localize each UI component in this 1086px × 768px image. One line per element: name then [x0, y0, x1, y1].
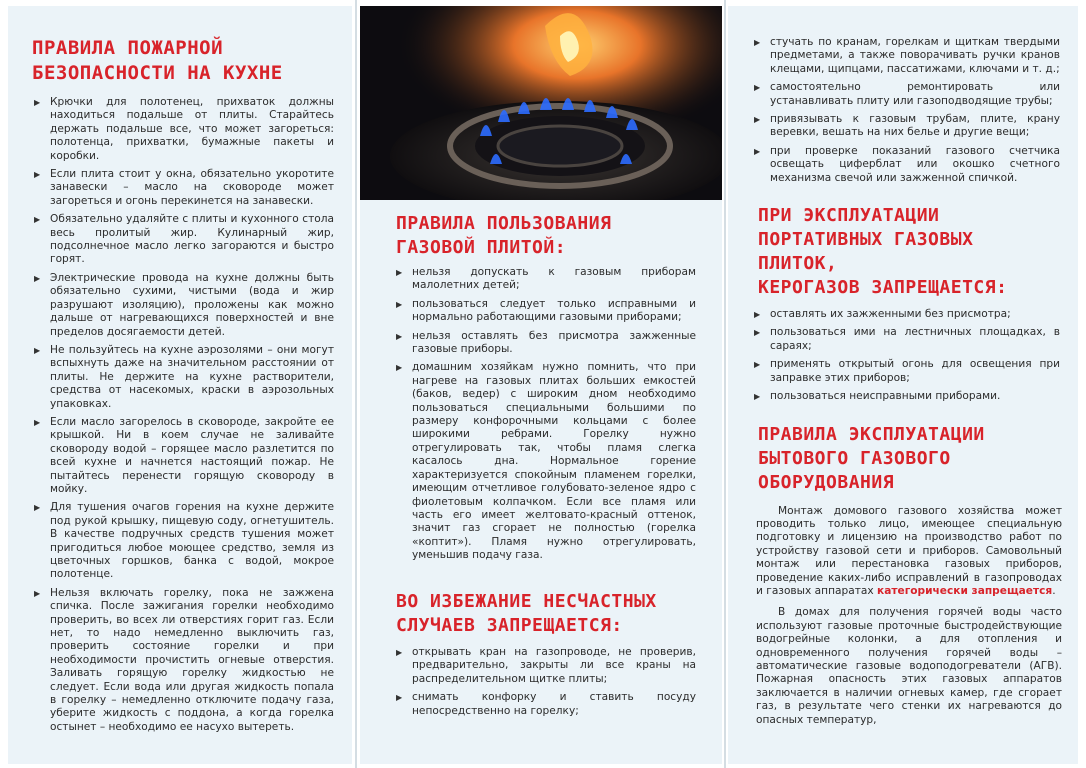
gas-stove-rules-title: ПРАВИЛА ПОЛЬЗОВАНИЯ ГАЗОВОЙ ПЛИТОЙ:: [396, 213, 612, 258]
panel-kitchen-fire-safety: [8, 6, 352, 764]
portable-stoves-list: [728, 300, 1078, 403]
list-item: ▶ при проверке показаний газового счетчика освещать циферблат или окошко счетного механизма свечой или зажженной спичкой.: [754, 145, 1060, 185]
list-item: ▶ Нельзя включать горелку, пока не зажжена спичка. После зажигания горелки необходимо проверить, во всех ли отверстиях горит газ. Если нет, то надо немедленно выключить газ, проверить состояние горелки и при необходимости прочистить огневые отверстия. Заливать горящую горелку жидкостью не следует. Если вода или другая жидкость попала в горелку – немедленно отключите подачу газа, уберите жидкость с поддона, а когда горелка остынет – необходимо ее насухо вытереть.: [34, 587, 334, 734]
list-item: ▶ пользоваться ими на лестничных площадках, в сараях;: [754, 326, 1060, 353]
gas-equipment-title: ПРАВИЛА ЭКСПЛУАТАЦИИ БЫТОВОГО ГАЗОВОГО ОБОРУДОВАНИЯ: [758, 423, 985, 493]
list-item: ▶ Обязательно удаляйте с плиты и кухонного стола весь пролитый жир. Кулинарный жир, подсолнечное масло легко загораются и быстро горят.: [34, 213, 334, 267]
list-item: ▶ снимать конфорку и ставить посуду непосредственно на горелку;: [396, 691, 696, 718]
list-item: ▶ стучать по кранам, горелкам и щиткам твердыми предметами, а также поворачивать ручки кранов клещами, щипцами, пассатижами, ключами и т. д.;: [754, 36, 1060, 76]
water-heaters-paragraph: В домах для получения горячей воды часто используют газовые проточные быстродействующие водогрейные колонки, а для отопления и одновременного получения горячей воды – автоматические газовые водоподогреватели (АГВ). Пожарная опасность этих газовых аппаратов заключается в наличии огневых камер, где сгорает газ, в результате чего стенки их нагреваются до опасных температур,: [756, 606, 1062, 726]
prohibited-emphasis: категорически запрещается: [877, 584, 1053, 597]
list-item: ▶ пользоваться следует только исправными и нормально работающими газовыми приборами;: [396, 298, 696, 325]
fold-line-right: [724, 0, 726, 768]
panel-gas-equipment: [728, 6, 1078, 764]
list-item: ▶ оставлять их зажженными без присмотра;: [754, 308, 1060, 321]
list-item: ▶ самостоятельно ремонтировать или устанавливать плиту или газоподводящие трубы;: [754, 81, 1060, 108]
list-item: ▶ Крючки для полотенец, прихваток должны находиться подальше от плиты. Старайтесь держать подальше все, что может загореться: полотенца, прихватки, бумажные пакеты и коробки.: [34, 96, 334, 163]
list-item: ▶ нельзя допускать к газовым приборам малолетних детей;: [396, 266, 696, 293]
list-item: ▶ применять открытый огонь для освещения при заправке этих приборов;: [754, 358, 1060, 385]
list-item: ▶ Электрические провода на кухне должны быть обязательно сухими, чистыми (вода и жир разрушают изоляцию), проложены как можно дальше от нагревающихся поверхностей и вне пределов досягаемости детей.: [34, 272, 334, 339]
list-item: ▶ домашним хозяйкам нужно помнить, что при нагреве на газовых плитах больших емкостей (баков, ведер) с широким дном необходимо пользоваться специальными большими по размеру конфорочными кольцами с более широкими ребрами. Горелку нужно отрегулировать так, чтобы пламя слегка касалось дна. Нормальное горение характеризуется спокойным пламенем горелки, имеющим отчетливое голубовато-зеленое ядро с фиолетовым колпачком. Если все пламя или часть его имеет желтовато-красный оттенок, значит газ сгорает не полностью (горелка «коптит»). Пламя нужно отрегулировать, уменьшив подачу газа.: [396, 361, 696, 562]
kitchen-fire-safety-list: [8, 86, 352, 734]
list-item: ▶ Не пользуйтесь на кухне аэрозолями – они могут вспыхнуть даже на значительном расстоянии от плиты. Не держите на кухне растворители, средства от насекомых, краски в аэрозольных упаковках.: [34, 344, 334, 411]
list-item: ▶ Если масло загорелось в сковороде, закройте ее крышкой. Ни в коем случае не заливайте сковороду водой – горящее масло разлетится по всей кухне и начнется настоящий пожар. Не пытайтесь перенести горящую сковороду в мойку.: [34, 416, 334, 496]
list-item: ▶ пользоваться неисправными приборами.: [754, 390, 1060, 403]
fold-line-left: [355, 0, 357, 768]
accident-prevention-list: [396, 646, 696, 723]
gas-burner-flame-photo: [360, 6, 722, 200]
list-item: ▶ Для тушения очагов горения на кухне держите под рукой крышку, пищевую соду, огнетушитель. В качестве подручных средств тушения может пригодиться любое моющее средство, земля из цветочных горшков, банка с водой, мокрое полотенце.: [34, 501, 334, 581]
accident-prevention-continued: [728, 6, 1078, 185]
portable-stoves-title: ПРИ ЭКСПЛУАТАЦИИ ПОРТАТИВНЫХ ГАЗОВЫХ ПЛИТОК, КЕРОГАЗОВ ЗАПРЕЩАЕТСЯ:: [758, 205, 1008, 299]
list-item: ▶ нельзя оставлять без присмотра зажженные газовые приборы.: [396, 330, 696, 357]
gas-stove-rules-list: [396, 266, 696, 568]
gas-equipment-section: [728, 409, 1078, 728]
list-item: ▶ Если плита стоит у окна, обязательно укоротите занавески – масло на сковороде может загореться и огонь перекинется на занавески.: [34, 168, 334, 208]
list-item: ▶ открывать кран на газопроводе, не проверив, предварительно, закрыты ли все краны на распределительном щитке плиты;: [396, 646, 696, 686]
panel-gas-stove-rules: [360, 6, 722, 764]
portable-stoves-section: [728, 190, 1078, 403]
accident-prevention-title: ВО ИЗБЕЖАНИЕ НЕСЧАСТНЫХ СЛУЧАЕВ ЗАПРЕЩАЕТСЯ:: [396, 591, 657, 636]
kitchen-fire-safety-title: ПРАВИЛА ПОЖАРНОЙ БЕЗОПАСНОСТИ НА КУХНЕ: [32, 37, 283, 84]
list-item: ▶ привязывать к газовым трубам, плите, крану веревки, вешать на них белье и другие вещи;: [754, 113, 1060, 140]
accident-prevention-continued-list: [728, 6, 1078, 185]
installation-paragraph: Монтаж домового газового хозяйства может проводить только лицо, имеющее специальную подготовку и лицензию на производство работ по устройству газовой сети и приборов. Самовольный монтаж или перестановка газовых приборов, проведение каких-либо исправлений в газопроводах и газовых аппаратах категорически запрещается.: [756, 504, 1062, 597]
